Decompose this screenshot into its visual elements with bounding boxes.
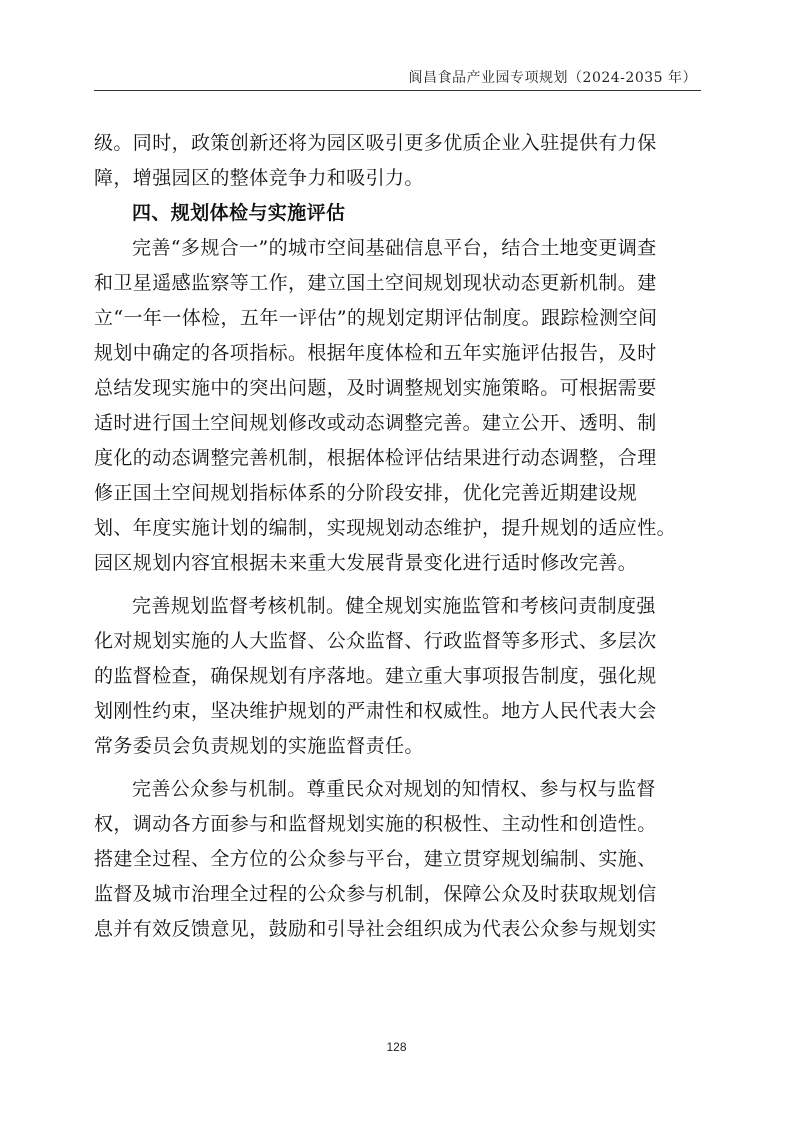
text-line: 化对规划实施的人大监督、公众监督、行政监督等多形式、多层次: [94, 630, 657, 652]
header-rule: [94, 90, 701, 91]
text-line: 适时进行国土空间规划修改或动态调整完善。建立公开、透明、制: [94, 412, 657, 434]
text-line: 修正国土空间规划指标体系的分阶段安排，优化完善近期建设规: [94, 482, 638, 504]
text-line: 级。同时，政策创新还将为园区吸引更多优质企业入驻提供有力保: [94, 132, 657, 154]
paragraph-gap: [94, 581, 702, 589]
paragraph-planning-review: [94, 231, 702, 581]
text-line: 障，增强园区的整体竞争力和吸引力。: [94, 167, 424, 189]
text-line: 总结发现实施中的突出问题，及时调整规划实施策略。可根据需要: [94, 377, 657, 399]
paragraph-public-participation: [94, 772, 702, 947]
paragraph-continuation: [94, 126, 702, 196]
text-line: 搭建全过程、全方位的公众参与平台，建立贯穿规划编制、实施、: [94, 848, 657, 870]
text-line: 和卫星遥感监察等工作，建立国土空间规划现状动态更新机制。建: [94, 272, 657, 294]
paragraph-supervision: [94, 589, 702, 764]
body-text: [94, 126, 702, 947]
text-line: 完善规划监督考核机制。健全规划实施监管和考核问责制度强: [132, 595, 656, 617]
text-line: 息并有效反馈意见，鼓励和引导社会组织成为代表公众参与规划实: [94, 918, 657, 940]
text-line: 度化的动态调整完善机制，根据体检评估结果进行动态调整，合理: [94, 447, 657, 469]
text-line: 常务委员会负责规划的实施监督责任。: [94, 735, 424, 757]
text-line: 的监督检查，确保规划有序落地。建立重大事项报告制度，强化规: [94, 665, 657, 687]
text-line: 园区规划内容宜根据未来重大发展背景变化进行适时修改完善。: [94, 552, 638, 574]
text-line: 完善公众参与机制。尊重民众对规划的知情权、参与权与监督: [132, 778, 656, 800]
text-line: 完善“多规合一”的城市空间基础信息平台，结合土地变更调查: [132, 237, 657, 259]
text-line: 立“一年一体检，五年一评估”的规划定期评估制度。跟踪检测空间: [94, 307, 658, 329]
section-heading: 四、规划体检与实施评估: [132, 202, 346, 224]
text-line: 权，调动各方面参与和监督规划实施的积极性、主动性和创造性。: [94, 813, 657, 835]
page-number: 128: [386, 1040, 407, 1054]
text-line: 监督及城市治理全过程的公众参与机制，保障公众及时获取规划信: [94, 883, 657, 905]
text-line: 划、年度实施计划的编制，实现规划动态维护，提升规划的适应性。: [94, 517, 677, 539]
text-line: 划刚性约束，坚决维护规划的严肃性和权威性。地方人民代表大会: [94, 700, 657, 722]
running-header: 阆昌食品产业园专项规划（2024-2035 年）: [408, 70, 697, 86]
paragraph-gap: [94, 764, 702, 772]
text-line: 规划中确定的各项指标。根据年度体检和五年实施评估报告，及时: [94, 342, 657, 364]
